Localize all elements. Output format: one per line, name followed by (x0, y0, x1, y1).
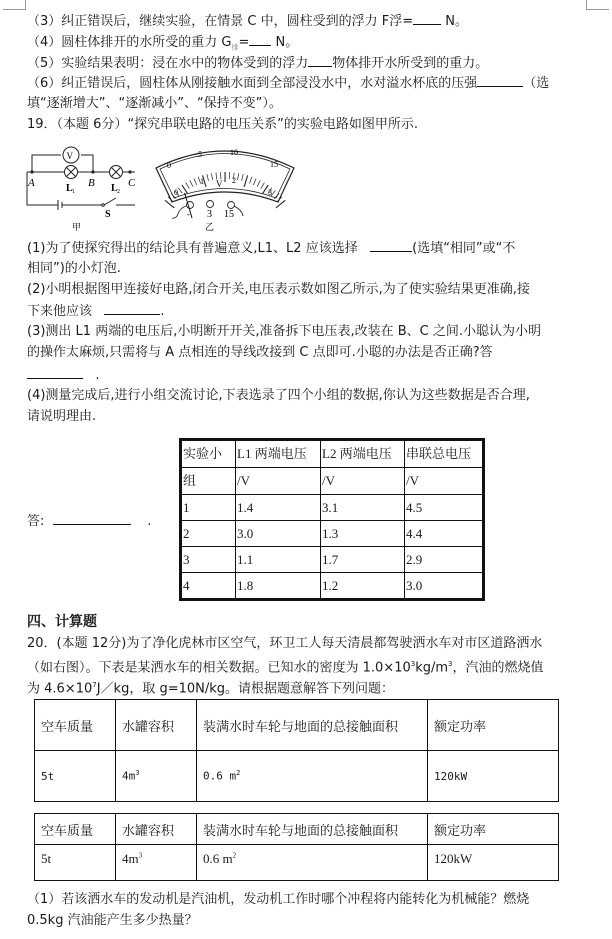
dial-top-0: 0 (167, 161, 171, 170)
table-header-row-2: 组 /V /V /V (181, 468, 484, 495)
dial-top-5: 5 (198, 150, 202, 159)
q18-part4: （4）圆柱体排开的水所受的重力 $G_排= N$。 (27, 35, 299, 52)
q18-part6-line1: （6）纠正错误后，圆柱体从刚接触水面到全部浸没水中，水对溢水杯底的压强 （选 (27, 76, 550, 91)
header-tank-volume: 水罐容积 (116, 700, 197, 751)
switch-label: S (105, 209, 111, 220)
value-tank-volume: $4m^3$ (116, 751, 197, 802)
dial-unit: V (216, 179, 223, 189)
header-tank-volume: 水罐容积 (116, 814, 197, 845)
header-rated-power: 额定功率 (428, 700, 559, 751)
terminal-15 (228, 202, 235, 209)
truck-table-header-row (35, 700, 559, 751)
dial-tick (207, 174, 209, 181)
header-l2-voltage: L2 两端电压 (321, 440, 405, 468)
lamp-L2-label: L (111, 183, 118, 194)
q19-part3-blank[interactable] (27, 366, 83, 379)
truck-table-header-row (35, 814, 559, 845)
dial-tick (182, 185, 188, 193)
page-corner-mark-left (3, 0, 26, 10)
q19-part4-line1: (4)测量完成后,进行小组交流讨论,下表选录了四个小组的数据,你认为这些数据是否合理, (27, 388, 530, 403)
q20-line1: 20．(本题 12分)为了净化虎林市区空气，环卫工人每天清晨都驾驶洒水车对市区道路洒水 (27, 636, 543, 651)
q19-part1-blank[interactable] (370, 239, 412, 252)
q18-part6-line2: 填“逐渐增大”、“逐渐减小”、“保持不变”）。 (27, 96, 282, 111)
q18-part4-blank[interactable] (249, 33, 271, 46)
circuit-diagram (20, 140, 135, 232)
q18-part3: （3）纠正错误后，继续实验，在情景 C 中，圆柱受到的浮力 F浮= N。 (27, 14, 468, 29)
header-total-voltage: 串联总电压 (405, 440, 484, 468)
q18-part5: （5）实验结果表明：浸在水中的物体受到的浮力 物体排开水所受到的重力。 (27, 56, 489, 71)
header-empty-mass: 空车质量 (35, 700, 116, 751)
voltmeter-dial (150, 140, 300, 232)
q20-line3: 为 $4.6\times 10^7J/kg$，取 g=10N/kg。请根据题意解答下列问题： (27, 681, 395, 697)
table-row: 2 3.0 1.3 4.4 (181, 521, 484, 547)
terminal-3-label: 3 (207, 209, 212, 220)
q20-part1-line1: （1）若该洒水车的发动机是汽油机，发动机工作时哪个冲程将内能转化为机械能？燃烧 (27, 892, 530, 907)
q20-line2: （如右图）。下表是某洒水车的相关数据。已知水的密度为 $1.0\times 10^3kg/m^3$，汽油的燃烧值 (27, 660, 544, 676)
table-header-row-1 (181, 440, 484, 468)
switch-symbol (104, 198, 116, 205)
table-row: 1 1.4 3.1 4.5 (181, 495, 484, 521)
truck-data-table-2 (34, 813, 559, 881)
terminal-negative (187, 202, 194, 209)
q19-answer-blank[interactable] (53, 512, 131, 525)
header-rated-power: 额定功率 (428, 814, 559, 845)
dial-bottom-2: 2 (232, 176, 236, 185)
table-row: 3 1.1 1.7 2.9 (181, 547, 484, 573)
header-l1-voltage: L1 两端电压 (236, 440, 321, 468)
table-row: 4 1.8 1.2 3.0 (181, 573, 484, 600)
value-contact-area: 0.6 $m^2$ (197, 751, 428, 802)
dial-tick (261, 183, 265, 189)
q19-part3-line3: . (27, 366, 100, 384)
figure-jia-caption: 甲 (72, 222, 82, 232)
header-empty-mass: 空车质量 (35, 814, 116, 845)
q20-part1-line2: 0.5kg 汽油能产生多少热量？ (27, 913, 198, 928)
q19-part3-line2: 的操作太麻烦,只需将与 A 点相连的导线改接到 C 点即可.小聪的办法是否正确?答 (27, 345, 493, 360)
q19-answer: 答: . (27, 514, 152, 529)
page-corner-mark-right (586, 0, 609, 10)
q19-part3-line1: (3)测出 L1 两端的电压后,小明断开开关,准备拆下电压表,改装在 B、C 之间.小聪认为小明 (27, 324, 541, 339)
header-group: 实验小 (181, 440, 236, 468)
dial-bottom-3: 3 (268, 188, 272, 197)
dial-tick (257, 180, 260, 186)
q19-part2-line1: (2)小明根据图甲连接好电路,闭合开关,电压表示数如图乙所示,为了使实验结果更准确,接 (27, 282, 530, 297)
section-heading: 四、计算题 (27, 614, 97, 630)
q18-part5-blank[interactable] (308, 54, 332, 67)
value-empty-mass: 5t (35, 845, 116, 881)
truck-table-value-row (35, 845, 559, 881)
q18-part6-blank[interactable] (477, 74, 523, 87)
header-contact-area: 装满水时车轮与地面的总接触面积 (197, 700, 428, 751)
point-A-label: A (28, 177, 35, 189)
figure-yi-caption: 乙 (205, 222, 215, 232)
point-C-label: C (128, 177, 135, 189)
point-B-label: B (88, 177, 95, 189)
voltmeter-branch-wire (32, 155, 93, 172)
svg-text:1: 1 (72, 189, 75, 195)
dial-tick (237, 173, 238, 180)
voltage-data-table (179, 438, 485, 601)
q19-title: 19．（本题 6分）“探究串联电路的电压关系”的实验电路如图甲所示. (27, 117, 419, 132)
dial-tick (190, 180, 193, 186)
dial-tick (194, 178, 197, 184)
dial-tick (178, 188, 182, 194)
q19-part2-blank[interactable] (104, 302, 160, 315)
value-rated-power: 120kW (428, 751, 559, 802)
terminal-3 (207, 201, 214, 208)
value-rated-power: 120kW (428, 845, 559, 881)
dial-tick (186, 183, 190, 189)
dial-top-15: 15 (270, 160, 278, 169)
dial-top-10: 10 (230, 148, 238, 157)
dial-tick (211, 173, 212, 180)
value-tank-volume: $4m^3$ (116, 845, 197, 881)
svg-text:2: 2 (117, 189, 120, 195)
q18-part3-blank[interactable] (413, 12, 441, 25)
value-contact-area: 0.6 $m^2$ (197, 845, 428, 881)
lamp-L1-label: L (66, 183, 73, 194)
dial-tick (242, 174, 244, 181)
value-empty-mass: 5t (35, 751, 116, 802)
dial-bottom-0: 0 (174, 188, 178, 197)
header-contact-area: 装满水时车轮与地面的总接触面积 (197, 814, 428, 845)
q19-part2-line2: 下来他应该 . (27, 304, 165, 319)
q19-part4-line2: 请说明理由. (27, 409, 97, 424)
dial-bottom-1: 1 (200, 177, 204, 186)
dial-tick (274, 194, 279, 199)
truck-table-value-row (35, 751, 559, 802)
dial-tick (250, 177, 252, 184)
terminal-15-label: 15 (224, 209, 234, 220)
voltmeter-label: V (66, 151, 73, 161)
dial-tick (253, 179, 256, 185)
terminal-negative-label: - (187, 209, 190, 219)
q19-part1-line1: (1)为了使探究得出的结论具有普遍意义,L1、L2 应该选择 (选填“相同”或“不 (27, 241, 516, 256)
q19-part1-line2: 相同”)的小灯泡. (27, 261, 121, 276)
truck-data-table-1 (34, 699, 559, 802)
dial-tick (244, 175, 247, 186)
battery-symbol (58, 200, 62, 210)
